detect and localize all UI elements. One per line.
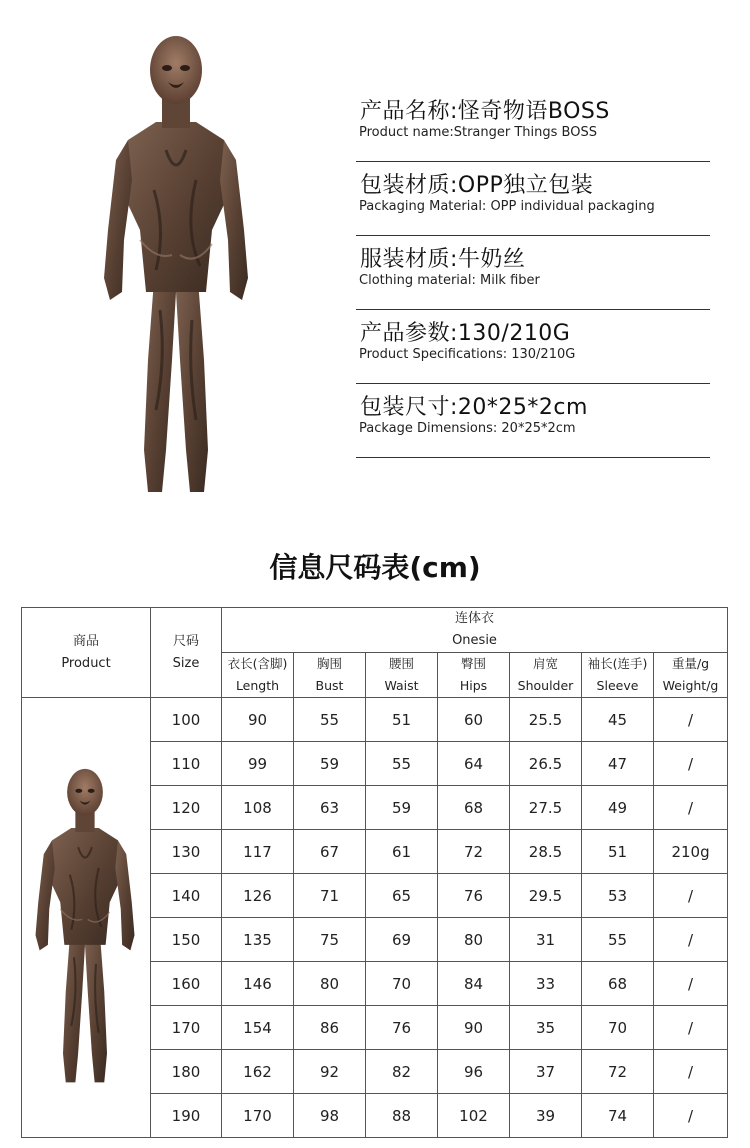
product-thumbnail [30, 728, 140, 1128]
spec-package-dimensions [356, 384, 710, 458]
measurement-cell: 63 [294, 786, 366, 830]
measurement-cell: 154 [222, 1006, 294, 1050]
column-header-en: Waist [384, 678, 419, 693]
column-header [294, 653, 366, 698]
measurement-cell: 92 [294, 1050, 366, 1094]
product-image [96, 30, 256, 505]
product-specs [356, 88, 710, 458]
measurement-cell: 64 [438, 742, 510, 786]
spec-label-en: Product name:Stranger Things BOSS [359, 125, 597, 140]
column-header-en: Shoulder [517, 678, 574, 693]
size-cell: 130 [151, 830, 222, 874]
measurement-cell: 117 [222, 830, 294, 874]
spec-product-name [356, 88, 710, 162]
measurement-cell: 162 [222, 1050, 294, 1094]
measurement-cell: / [654, 786, 728, 830]
measurement-cell: / [654, 962, 728, 1006]
measurement-cell: / [654, 698, 728, 742]
measurement-cell: 170 [222, 1094, 294, 1138]
measurement-cell: / [654, 1050, 728, 1094]
column-header-cn: 重量/g [671, 656, 710, 671]
table-row [22, 698, 728, 742]
measurement-cell: 135 [222, 918, 294, 962]
measurement-cell: 47 [582, 742, 654, 786]
spec-product-specifications [356, 310, 710, 384]
spec-label-cn: 服装材质:牛奶丝 [360, 247, 526, 272]
column-header-cn: 肩宽 [532, 656, 558, 671]
measurement-cell: 74 [582, 1094, 654, 1138]
measurement-cell: 90 [438, 1006, 510, 1050]
column-header [222, 653, 294, 698]
measurement-cell: 72 [582, 1050, 654, 1094]
size-cell: 160 [151, 962, 222, 1006]
measurement-cell: 70 [366, 962, 438, 1006]
column-header [582, 653, 654, 698]
measurement-cell: 26.5 [510, 742, 582, 786]
measurement-cell: 67 [294, 830, 366, 874]
measurement-cell: 65 [366, 874, 438, 918]
column-header-en: Sleeve [596, 678, 639, 693]
spec-label-en: Clothing material: Milk fiber [359, 273, 540, 288]
measurement-cell: 33 [510, 962, 582, 1006]
spec-label-cn: 产品名称:怪奇物语BOSS [360, 99, 610, 124]
measurement-cell: / [654, 918, 728, 962]
measurement-cell: 61 [366, 830, 438, 874]
measurement-cell: 55 [366, 742, 438, 786]
measurement-cell: 68 [582, 962, 654, 1006]
measurement-cell: 60 [438, 698, 510, 742]
measurement-cell: 37 [510, 1050, 582, 1094]
column-header-en: Length [235, 678, 280, 693]
measurement-cell: 84 [438, 962, 510, 1006]
spec-packaging-material [356, 162, 710, 236]
measurement-cell: 55 [582, 918, 654, 962]
size-cell: 120 [151, 786, 222, 830]
measurement-cell: 28.5 [510, 830, 582, 874]
column-header-en: Bust [315, 678, 344, 693]
spec-label-cn: 包装尺寸:20*25*2cm [360, 395, 588, 420]
header-product-en: Product [61, 655, 111, 671]
measurement-cell: 51 [582, 830, 654, 874]
spec-label-cn: 产品参数:130/210G [360, 321, 571, 346]
measurement-cell: 82 [366, 1050, 438, 1094]
measurement-cell: 102 [438, 1094, 510, 1138]
product-image-cell [22, 698, 151, 1138]
header-product-cn: 商品 [72, 633, 99, 649]
measurement-cell: 39 [510, 1094, 582, 1138]
measurement-cell: 108 [222, 786, 294, 830]
measurement-cell: 76 [366, 1006, 438, 1050]
measurement-cell: 99 [222, 742, 294, 786]
measurement-cell: 35 [510, 1006, 582, 1050]
size-cell: 100 [151, 698, 222, 742]
header-size-en: Size [172, 655, 200, 671]
measurement-cell: 31 [510, 918, 582, 962]
measurement-cell: 86 [294, 1006, 366, 1050]
measurement-cell: 55 [294, 698, 366, 742]
measurement-cell: 69 [366, 918, 438, 962]
measurement-cell: 210g [654, 830, 728, 874]
measurement-cell: 29.5 [510, 874, 582, 918]
measurement-cell: 126 [222, 874, 294, 918]
header-size [151, 608, 222, 698]
column-header-cn: 腰围 [388, 656, 414, 671]
size-table [21, 607, 728, 1138]
column-header-cn: 臀围 [460, 656, 486, 671]
column-header [654, 653, 728, 698]
measurement-cell: 25.5 [510, 698, 582, 742]
size-chart-title: 信息尺码表(cm) [269, 551, 481, 584]
measurement-cell: 98 [294, 1094, 366, 1138]
measurement-cell: 45 [582, 698, 654, 742]
header-product [22, 608, 151, 698]
measurement-cell: 71 [294, 874, 366, 918]
measurement-cell: 88 [366, 1094, 438, 1138]
measurement-cell: 146 [222, 962, 294, 1006]
measurement-cell: / [654, 1006, 728, 1050]
spec-clothing-material [356, 236, 710, 310]
measurement-cell: 72 [438, 830, 510, 874]
measurement-cell: 51 [366, 698, 438, 742]
column-header-en: Hips [459, 678, 488, 693]
measurement-cell: 96 [438, 1050, 510, 1094]
size-cell: 170 [151, 1006, 222, 1050]
measurement-cell: / [654, 742, 728, 786]
column-header-cn: 袖长(连手) [587, 656, 648, 671]
header-onesie-en: Onesie [452, 633, 497, 648]
spec-label-cn: 包装材质:OPP独立包装 [360, 173, 594, 198]
measurement-cell: 49 [582, 786, 654, 830]
size-cell: 180 [151, 1050, 222, 1094]
column-header-cn: 胸围 [316, 656, 342, 671]
measurement-cell: 59 [366, 786, 438, 830]
measurement-cell: 80 [438, 918, 510, 962]
size-cell: 190 [151, 1094, 222, 1138]
spec-label-en: Product Specifications: 130/210G [359, 347, 576, 362]
measurement-cell: 59 [294, 742, 366, 786]
header-size-cn: 尺码 [172, 633, 199, 649]
column-header [510, 653, 582, 698]
spec-label-en: Package Dimensions: 20*25*2cm [359, 421, 576, 436]
measurement-cell: 70 [582, 1006, 654, 1050]
measurement-cell: 76 [438, 874, 510, 918]
spec-label-en: Packaging Material: OPP individual packaging [359, 199, 655, 214]
measurement-cell: 75 [294, 918, 366, 962]
header-onesie [222, 608, 728, 653]
measurement-cell: 53 [582, 874, 654, 918]
measurement-cell: 80 [294, 962, 366, 1006]
measurement-cell: / [654, 874, 728, 918]
column-header-en: Weight/g [662, 678, 719, 693]
column-header [438, 653, 510, 698]
size-cell: 110 [151, 742, 222, 786]
measurement-cell: 90 [222, 698, 294, 742]
measurement-cell: / [654, 1094, 728, 1138]
measurement-cell: 68 [438, 786, 510, 830]
size-cell: 150 [151, 918, 222, 962]
measurement-cell: 27.5 [510, 786, 582, 830]
header-onesie-cn: 连体衣 [455, 611, 495, 626]
size-cell: 140 [151, 874, 222, 918]
column-header [366, 653, 438, 698]
column-header-cn: 衣长(含脚) [227, 656, 288, 671]
